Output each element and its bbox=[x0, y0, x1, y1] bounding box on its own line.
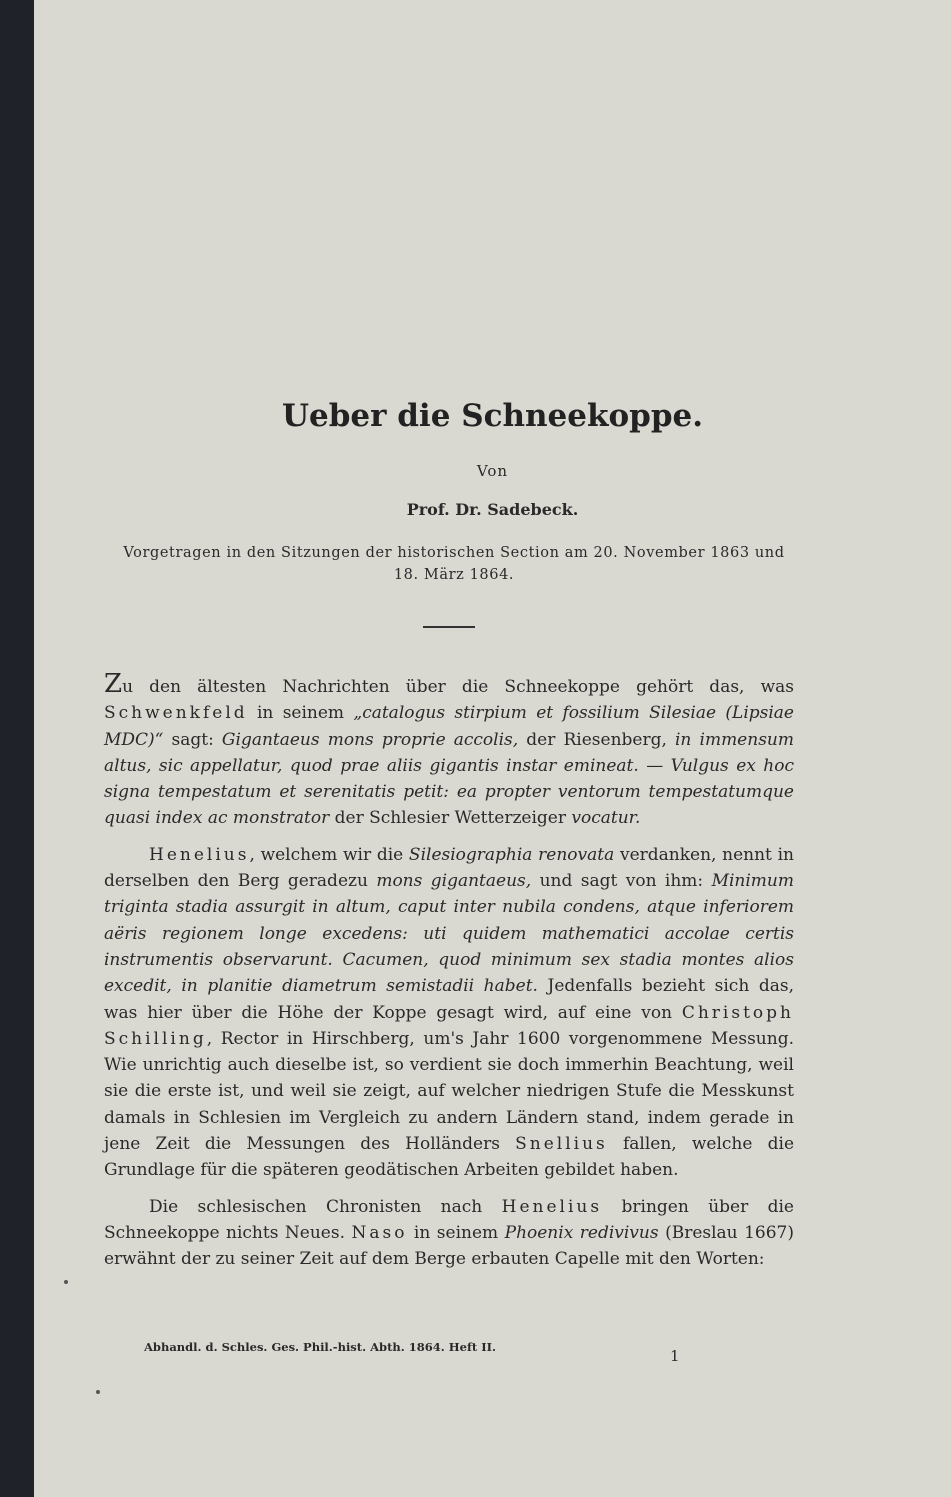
paragraph-2: Henelius, welchem wir die Silesiographia renovata verdanken, nennt in derselben den Berg geradezu mons gigantaeus, und sagt von ihm: Minimum triginta stadia assurgit in altum, caput inter nubila condens, atque inferiorem aëris regionem longe excedens: uti quidem mathematici accolae certis instrumentis observarunt. Cacumen, quod minimum sex stadia montes alios excedit, in planitie diametrum semistadii habet. Jedenfalls bezieht sich das, was hier über die Höhe der Koppe gesagt wird, auf eine von Christoph Schilling, Rector in Hirschberg, um's Jahr 1600 vorgenommene Messung. Wie unrichtig auch dieselbe ist, so verdient sie doch immerhin Beachtung, weil sie die erste ist, und weil sie zeigt, auf welcher niedrigen Stufe die Messkunst damals in Schlesien im Vergleich zu andern Ländern stand, indem gerade in jene Zeit die Messungen des Holländers Snellius fallen, welche die Grundlage für die späteren geodätischen Arbeiten gebildet haben. bbox=[104, 844, 794, 1181]
document-page bbox=[34, 0, 951, 1497]
person-name: Christoph Schilling bbox=[104, 1002, 794, 1049]
byline: Von bbox=[476, 462, 509, 480]
paragraph-1: Zu den ältesten Nachrichten über die Schneekoppe gehört das, was Schwenkfeld in seinem „catalogus stirpium et fossilium Silesiae (Lipsiae MDC)“ sagt: Gigantaeus mons proprie accolis, der Riesenberg, in immensum altus, sic appellatur, quod prae aliis gigantis instar emineat. — Vulgus ex hoc signa tempestatum et serenitatis petit: ea propter ventorum tempestatumque quasi index ac monstrator der Schlesier Wetterzeiger vocatur. bbox=[104, 669, 794, 829]
person-name: Henelius bbox=[149, 844, 250, 865]
paper-speck bbox=[64, 1280, 68, 1284]
page-number: 1 bbox=[670, 1347, 680, 1365]
article-title: Ueber die Schneekoppe. bbox=[281, 398, 704, 434]
footer-citation: Abhandl. d. Schles. Ges. Phil.-hist. Abth. 1864. Heft II. bbox=[144, 1340, 496, 1354]
body-text bbox=[104, 669, 795, 1273]
paragraph-3: Die schlesischen Chronisten nach Henelius bringen über die Schneekoppe nichts Neues. Naso in seinem Phoenix redivivus (Breslau 1667) erwähnt der zu seiner Zeit auf dem Berge erbauten Capelle mit den Worten: bbox=[104, 1196, 795, 1270]
book-spine bbox=[0, 0, 34, 1497]
person-name: Snellius bbox=[515, 1134, 608, 1155]
presentation-note: Vorgetragen in den Sitzungen der historischen Section am 20. November 1863 und 18. März 1864. bbox=[123, 545, 785, 583]
initial-letter: Z bbox=[104, 669, 123, 699]
person-name: Schwenkfeld bbox=[104, 703, 248, 724]
paper-speck bbox=[96, 1390, 100, 1394]
person-name: Henelius bbox=[501, 1196, 603, 1217]
title-divider bbox=[423, 626, 475, 628]
person-name: Naso bbox=[351, 1222, 408, 1243]
author-name: Prof. Dr. Sadebeck. bbox=[406, 500, 579, 519]
